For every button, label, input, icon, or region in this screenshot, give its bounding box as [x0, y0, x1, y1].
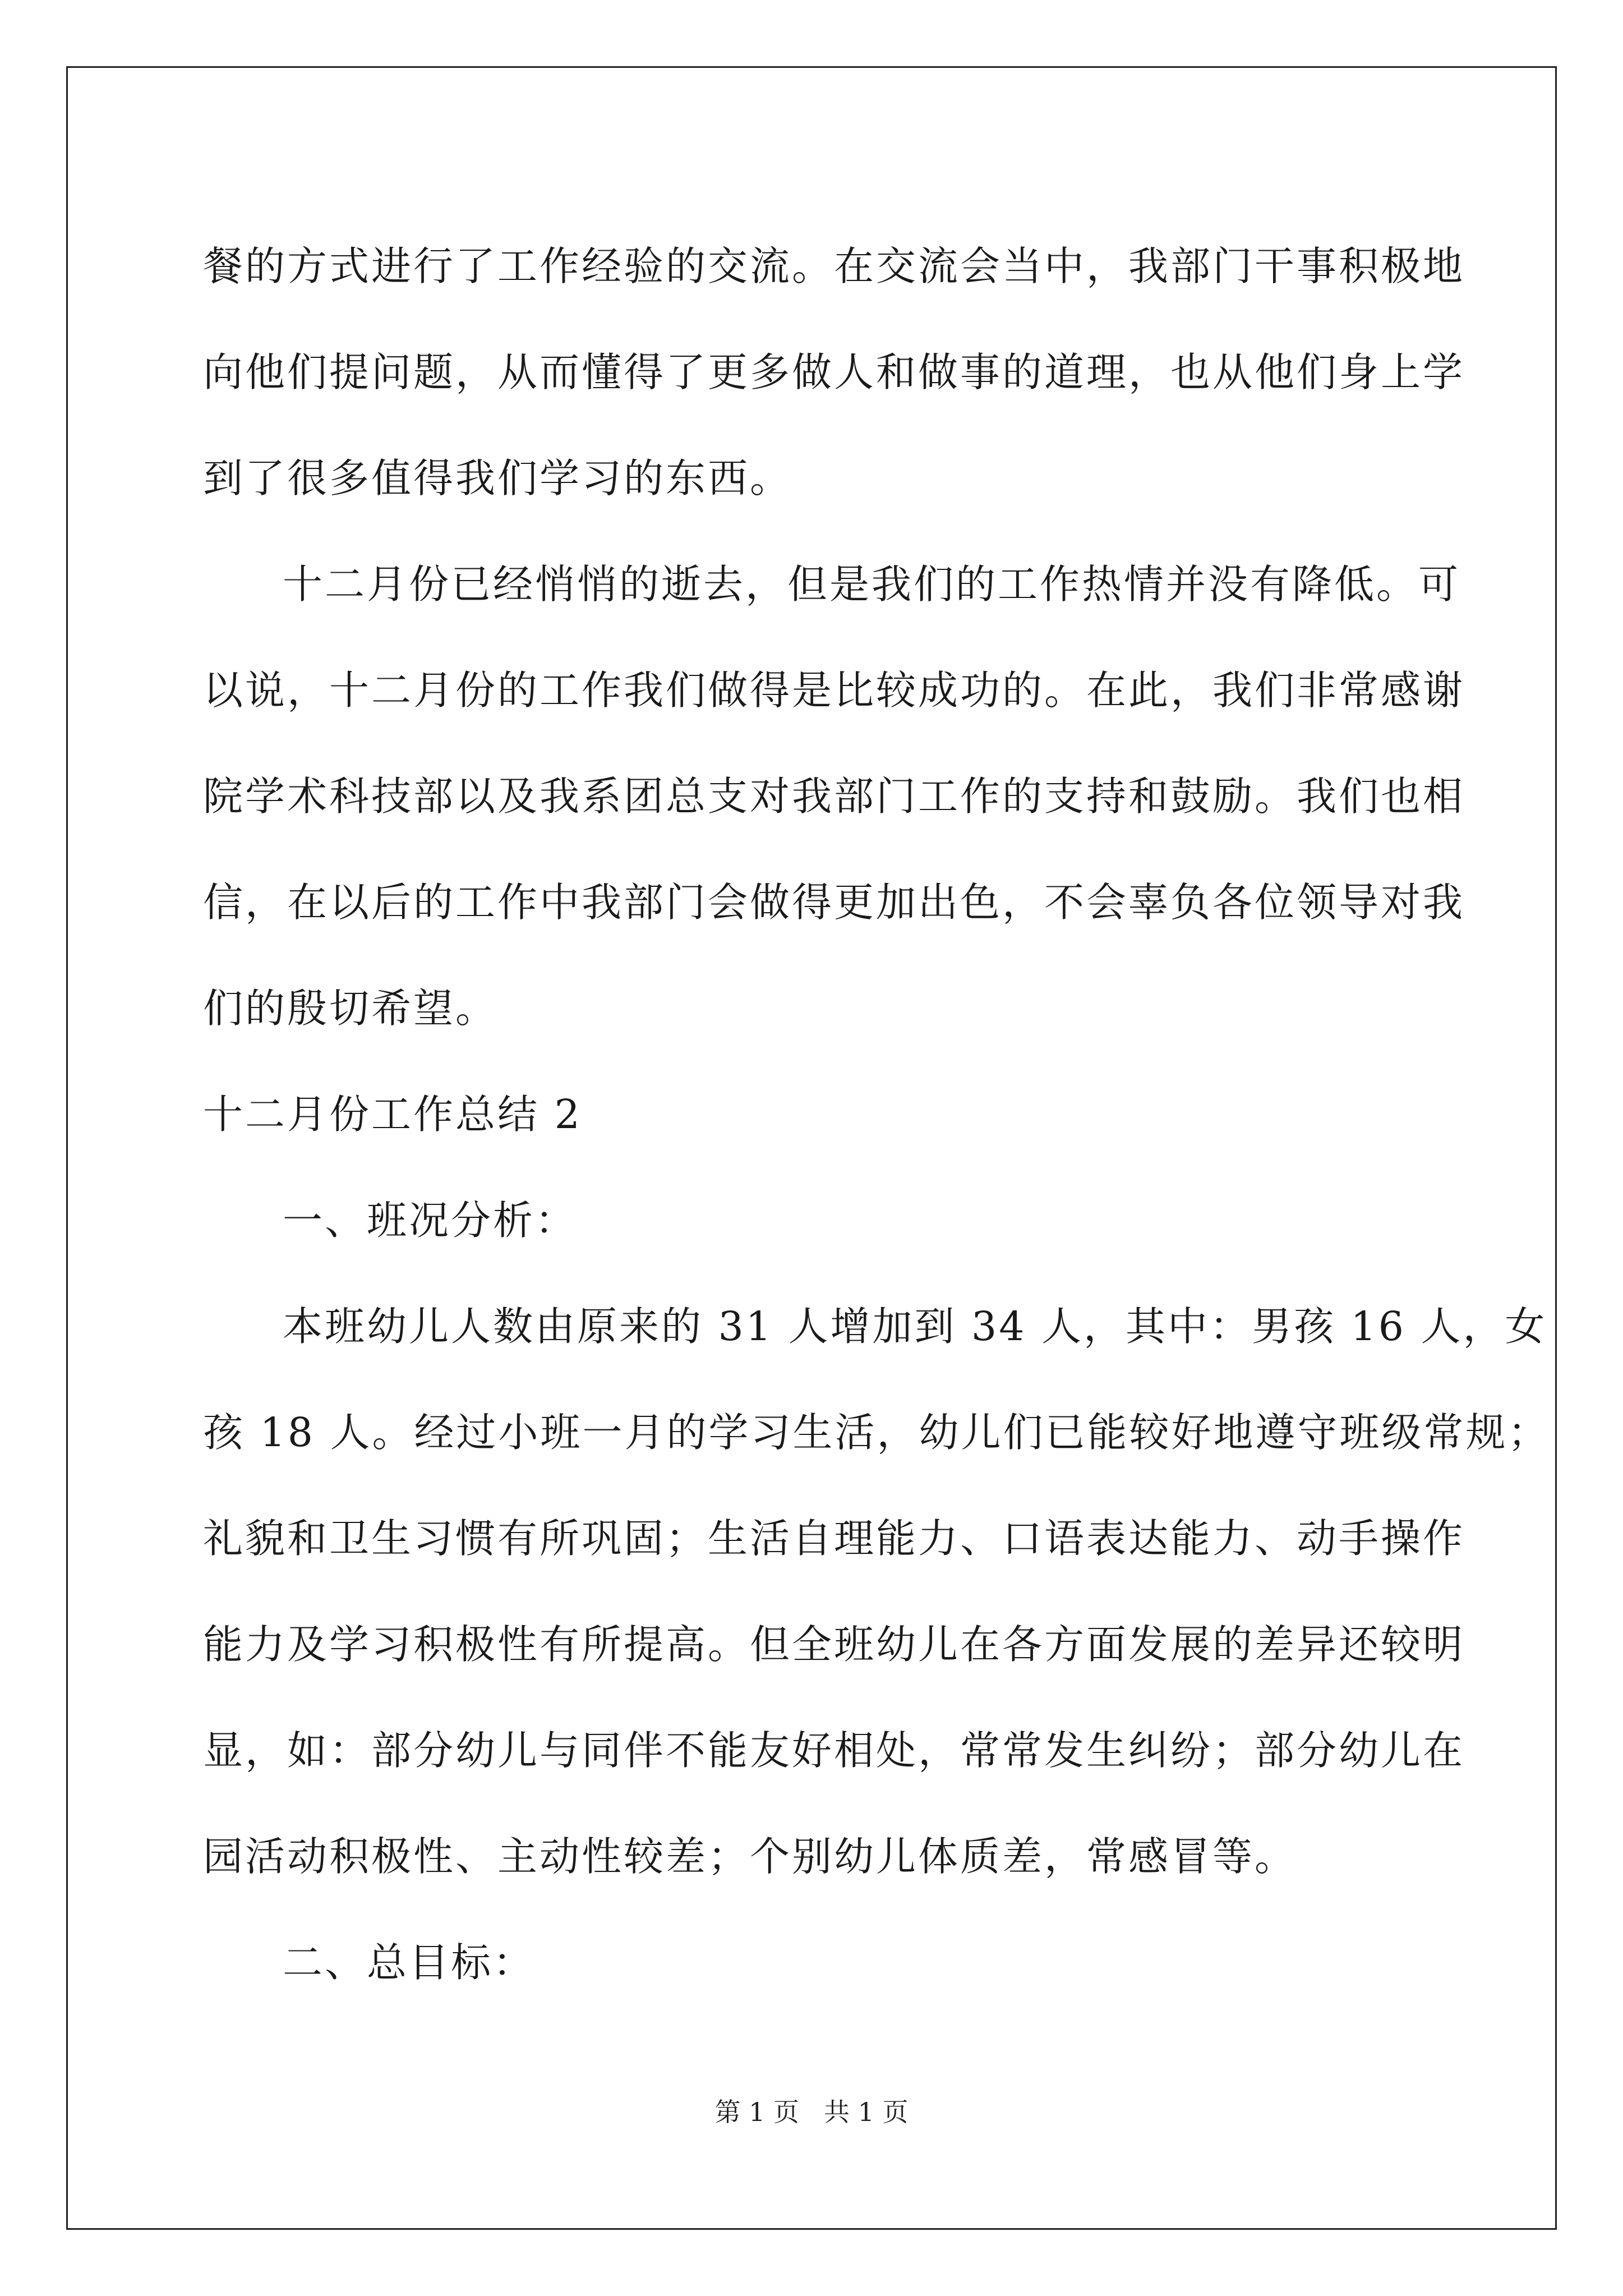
subsection-heading: 二、总目标：: [283, 1939, 536, 1986]
text-line: 十二月份已经悄悄的逝去，但是我们的工作热情并没有降低。可: [283, 561, 1461, 608]
text-line: 向他们提问题，从而懂得了更多做人和做事的道理，也从他们身上学: [203, 349, 1465, 395]
page-footer: [0, 2095, 1623, 2129]
page-number: 第 1 页: [714, 2097, 799, 2127]
text-line: 们的殷切希望。: [203, 985, 498, 1032]
page-total: 共 1 页: [824, 2097, 909, 2127]
text-line: 礼貌和卫生习惯有所巩固；生活自理能力、口语表达能力、动手操作: [203, 1515, 1465, 1562]
text-line: 园活动积极性、主动性较差；个别幼儿体质差，常感冒等。: [203, 1833, 1297, 1880]
text-line: 信，在以后的工作中我部门会做得更加出色，不会辜负各位领导对我: [203, 879, 1465, 926]
text-line: 院学术科技部以及我系团总支对我部门工作的支持和鼓励。我们也相: [203, 773, 1465, 820]
text-line: 本班幼儿人数由原来的 31 人增加到 34 人，其中：男孩 16 人，女: [283, 1303, 1547, 1350]
subsection-heading: 一、班况分析：: [283, 1197, 578, 1244]
section-heading: 十二月份工作总结 2: [203, 1091, 582, 1138]
text-line: 到了很多值得我们学习的东西。: [203, 455, 792, 501]
document-body: [203, 213, 1550, 2016]
text-line: 以说，十二月份的工作我们做得是比较成功的。在此，我们非常感谢: [203, 667, 1465, 714]
text-line: 孩 18 人。经过小班一月的学习生活，幼儿们已能较好地遵守班级常规；: [203, 1409, 1550, 1456]
text-line: 显，如：部分幼儿与同伴不能友好相处，常常发生纠纷；部分幼儿在: [203, 1727, 1465, 1774]
text-line: 能力及学习积极性有所提高。但全班幼儿在各方面发展的差异还较明: [203, 1621, 1465, 1668]
text-line: 餐的方式进行了工作经验的交流。在交流会当中，我部门干事积极地: [203, 243, 1465, 289]
